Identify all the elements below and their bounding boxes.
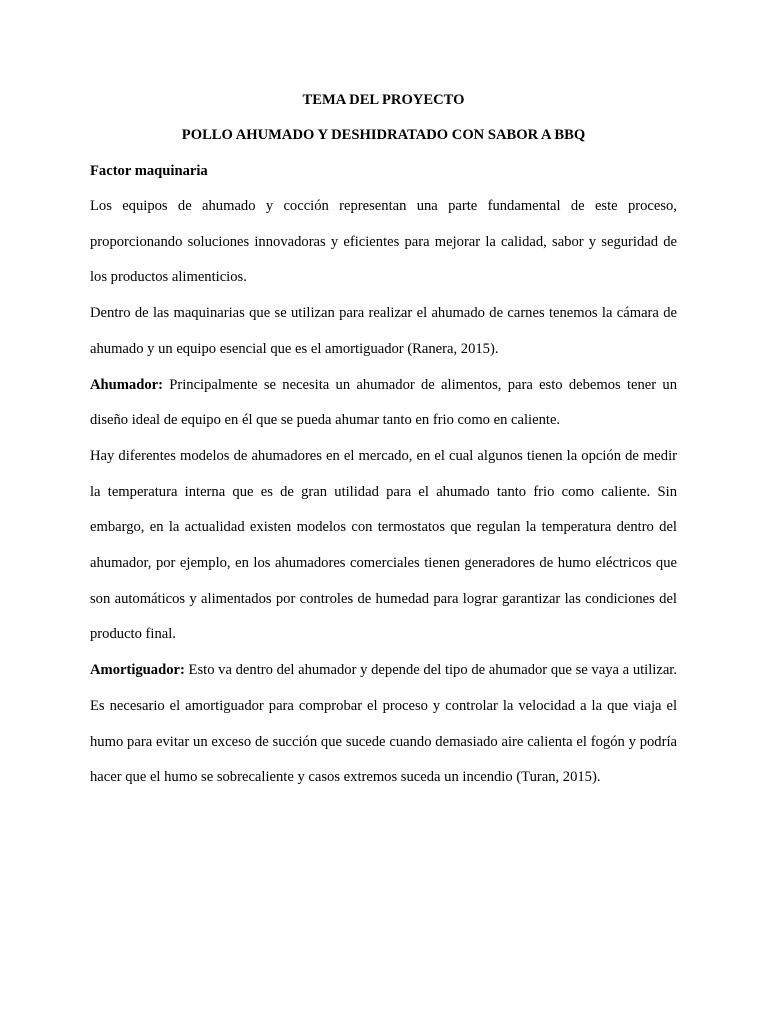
paragraph-smoker-models-text: Hay diferentes modelos de ahumadores en el mercado, en el cual algunos tienen la opción de medir la temperatura interna que es de gran utilidad para el ahumado tanto frio como caliente. Sin embargo, en la actualidad existen modelos con termostatos que regulan la temperatura dentro del ahumador, por ejemplo, en los ahumadores comerciales tienen generadores de humo eléctricos que son automáticos y alimentados por controles de humedad para lograr garantizar las condiciones del producto final. bbox=[90, 447, 677, 643]
paragraph-damper-lead: Amortiguador: bbox=[90, 662, 185, 679]
paragraph-intro-text: Los equipos de ahumado y cocción representan una parte fundamental de este proceso, proporcionando soluciones innovadoras y eficientes para mejorar la calidad, sabor y seguridad de los productos alimenticios. bbox=[90, 198, 677, 286]
paragraph-smoker-models bbox=[90, 439, 677, 653]
document-page bbox=[90, 90, 677, 804]
paragraph-machinery bbox=[90, 296, 677, 367]
paragraph-smoker-text: Principalmente se necesita un ahumador de alimentos, para esto debemos tener un diseño ideal de equipo en él que se pueda ahumar tanto en frio como en caliente. bbox=[90, 376, 677, 429]
paragraph-damper bbox=[90, 653, 677, 796]
paragraph-damper-text: Esto va dentro del ahumador y depende del tipo de ahumador que se vaya a utilizar. Es necesario el amortiguador para comprobar el proceso y controlar la velocidad a la que viaja el humo para evitar un exceso de succión que sucede cuando demasiado aire calienta el fogón y podría hacer que el humo se sobrecaliente y casos extremos suceda un incendio (Turan, 2015). bbox=[90, 662, 677, 786]
paragraph-intro bbox=[90, 189, 677, 296]
paragraph-machinery-text: Dentro de las maquinarias que se utilizan para realizar el ahumado de carnes tenemos la cámara de ahumado y un equipo esencial que es el amortiguador (Ranera, 2015). bbox=[90, 305, 677, 357]
project-title: POLLO AHUMADO Y DESHIDRATADO CON SABOR A BBQ bbox=[181, 127, 586, 143]
paragraph-smoker-lead: Ahumador: bbox=[90, 376, 163, 393]
project-topic-heading: TEMA DEL PROYECTO bbox=[302, 92, 465, 108]
section-heading: Factor maquinaria bbox=[90, 163, 208, 179]
paragraph-smoker bbox=[90, 368, 677, 439]
